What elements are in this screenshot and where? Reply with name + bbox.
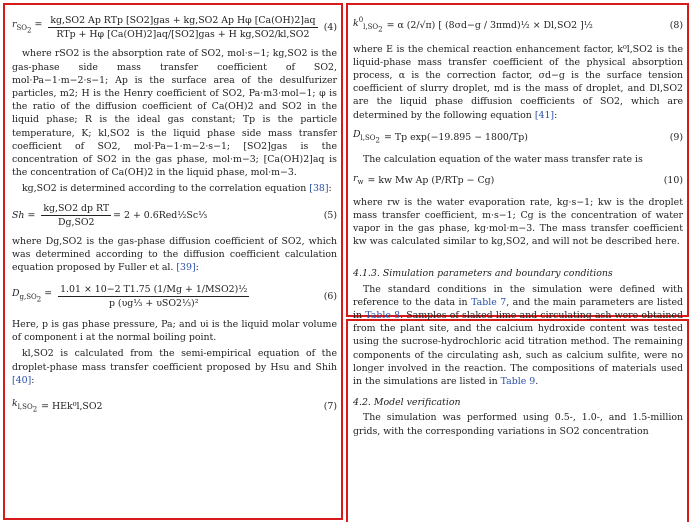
paragraph-simulation-params — [353, 283, 683, 389]
equation-10: $r_w$ = kw Mw Ap (P/RTp − Cg) (10) — [353, 173, 683, 187]
ref-38-link[interactable]: [38] — [309, 183, 329, 195]
eq4-numerator: kg,SO2 Ap RTp [SO2]gas + kg,SO2 Ap Hφ [Ca(OH)2]aq — [48, 14, 317, 28]
para9-text-b: , and the main parameters are listed in — [353, 296, 684, 321]
left-column — [12, 8, 337, 423]
paragraph-fuller — [12, 235, 337, 275]
equation-7: $k_{l,SO_2}$ = HEk⁰l,SO2 (7) — [12, 398, 337, 414]
equation-6: $D_{g,SO_2}$ = $\frac{\text{1.01 × 10−2 T1.75 (1/Mg + 1/MSO2)½}}{\text{p (υg⅓ + υSO2⅓)²}}$ (6) — [12, 283, 337, 309]
eq7-rhs: = HEk⁰l,SO2 — [41, 401, 103, 413]
para2-end: : — [328, 183, 332, 195]
para5-text: kl,SO2 is calculated from the semi-empirical equation of the droplet-phase mass transfer coefficient proposed by Hsu and Shih — [12, 348, 337, 373]
para6-end: : — [554, 109, 558, 121]
table-7-link[interactable]: Table 7 — [471, 296, 507, 308]
section-heading-4-2: 4.2. Model verification — [353, 397, 461, 409]
ref-40-link[interactable]: [40] — [12, 374, 32, 386]
paragraph-model-verification: The simulation was performed using 0.5-, 1.0-, and 1.5-million grids, with the corresponding variations in SO2 concentration — [353, 412, 683, 437]
equation-8: $k^0_{l,SO_2}$ = α (2/√π) [ (8σd−g / 3πmd)½ × Dl,SO2 ]½ (8) — [353, 16, 683, 34]
equation-5: Sh = $\frac{\text{kg,SO2 dp RT}}{Dg,SO2}$ = 2 + 0.6Red½Sc⅓ (5) — [12, 202, 337, 228]
eq6-numerator: 1.01 × 10−2 T1.75 (1/Mg + 1/MSO2)½ — [58, 283, 249, 297]
eq4-denominator: RTp + Hφ [Ca(OH)2]aq/[SO2]gas + H kg,SO2/kl,SO2 — [56, 29, 310, 41]
para5-end: : — [31, 374, 35, 386]
equation-9: $D_{l,SO_2}$ = Tp exp(−19.895 − 1800/Tp) (9) — [353, 128, 683, 145]
para2-text: kg,SO2 is determined according to the correlation equation — [22, 183, 310, 195]
para6-text: where E is the chemical reaction enhancement factor, k⁰l,SO2 is the liquid-phase mass transfer coefficient of the physical absorption process, α is the correction factor, σd−g is the surface tension coefficient of slurry droplet, md is the mass of droplet, and Dl,SO2 are the liquid phase diffusion coefficients of SO2, which are determined by the following equation — [353, 43, 683, 121]
eq9-rhs: = Tp exp(−19.895 − 1800/Tp) — [384, 131, 528, 143]
section-heading-4-1-3: 4.1.3. Simulation parameters and boundary conditions — [353, 268, 613, 280]
eq6-number: (6) — [323, 290, 337, 302]
eq10-rhs: = kw Mw Ap (P/RTp − Cg) — [367, 175, 495, 187]
eq10-number: (10) — [663, 175, 683, 187]
para9-text-a: The standard conditions in the simulation were defined with reference to the data in — [353, 283, 683, 308]
paragraph-hsu-shih — [12, 347, 337, 387]
eq8-number: (8) — [669, 19, 683, 31]
eq5-number: (5) — [323, 209, 337, 221]
eq7-number: (7) — [323, 401, 337, 413]
right-column — [353, 8, 683, 441]
eq8-rhs: = α (2/√π) [ (8σd−g / 3πmd)½ × Dl,SO2 ]½ — [386, 19, 593, 31]
ref-39-link[interactable]: [39] — [176, 262, 196, 274]
equation-4: $r_{SO_2}$ = $\frac{\text{kg,SO2 Ap RTp [SO2]gas + kg,SO2 Ap Hφ [Ca(OH)2]aq}}{\text{RTp + Hφ [Ca(OH)2]aq/[SO2]gas + H kg,SO2/kl,SO2}}$ (4) — [12, 15, 337, 41]
eq4-number: (4) — [323, 22, 337, 34]
paragraph-enhancement — [353, 43, 683, 122]
paragraph-kg-correlation — [12, 182, 337, 195]
ref-41-link[interactable]: [41] — [534, 109, 555, 121]
paragraph-water-rate: The calculation equation of the water mass transfer rate is — [363, 154, 643, 166]
para9-text-c: . Samples of slaked lime and circulating ash were obtained from the plant site, and the calcium hydroxide content was tested using the sucrose-hydrochloric acid titration method. The remaining components of the circulating ash, such as calcium sulfite, were no longer involved in the reaction. The compositions of materials used in the simulations are listed in — [353, 309, 683, 387]
eq9-number: (9) — [669, 131, 683, 143]
paragraph-pressure: Here, p is gas phase pressure, Pa; and υi is the liquid molar volume of component i at the normal boiling point. — [12, 319, 337, 344]
eq5-rhs: = 2 + 0.6Red½Sc⅓ — [113, 209, 208, 221]
eq5-denominator: Dg,SO2 — [57, 216, 95, 228]
paragraph-definitions: where rSO2 is the absorption rate of SO2, mol·s−1; kg,SO2 is the gas-phase side mass transfer coefficient of SO2, mol·Pa−1·m−2·s−1; Ap is the surface area of the desulfurizer particles, m2; H is the Henry coefficient of SO2, Pa·m3·mol−1; φ is the ratio of the diffusion coefficient of Ca(OH)2 and SO2 in the liquid phase; R is the ideal gas constant; Tp is the particle temperature, K; kl,SO2 is the liquid phase side mass transfer coefficient of SO2, mol·Pa−1·m−2·s−1; [SO2]gas is the concentration of SO2 in the gas phase, mol·m−3; [Ca(OH)2]aq is the concentration of Ca(OH)2 in the liquid phase, mol·m−3. — [12, 48, 337, 179]
paragraph-water-defs: where rw is the water evaporation rate, kg·s−1; kw is the droplet mass transfer coefficient, m·s−1; Cg is the concentration of water vapor in the gas phase, kg·mol·m−3. The mass transfer coefficient kw was calculated similar to kg,SO2, and will not be described here. — [353, 196, 683, 248]
table-8-link[interactable]: Table 8 — [365, 309, 401, 321]
eq4-fraction — [48, 14, 317, 41]
eq5-numerator: kg,SO2 dp RT — [41, 202, 111, 216]
para3-end: : — [195, 262, 199, 274]
para9-text-d: . — [535, 376, 539, 387]
para3-text: where Dg,SO2 is the gas-phase diffusion coefficient of SO2, which was determined according to the diffusion coefficient calculation equation proposed by Fuller et al. — [12, 236, 337, 274]
eq6-denominator: p (υg⅓ + υSO2⅓)² — [108, 297, 199, 309]
table-9-link[interactable]: Table 9 — [500, 376, 536, 387]
